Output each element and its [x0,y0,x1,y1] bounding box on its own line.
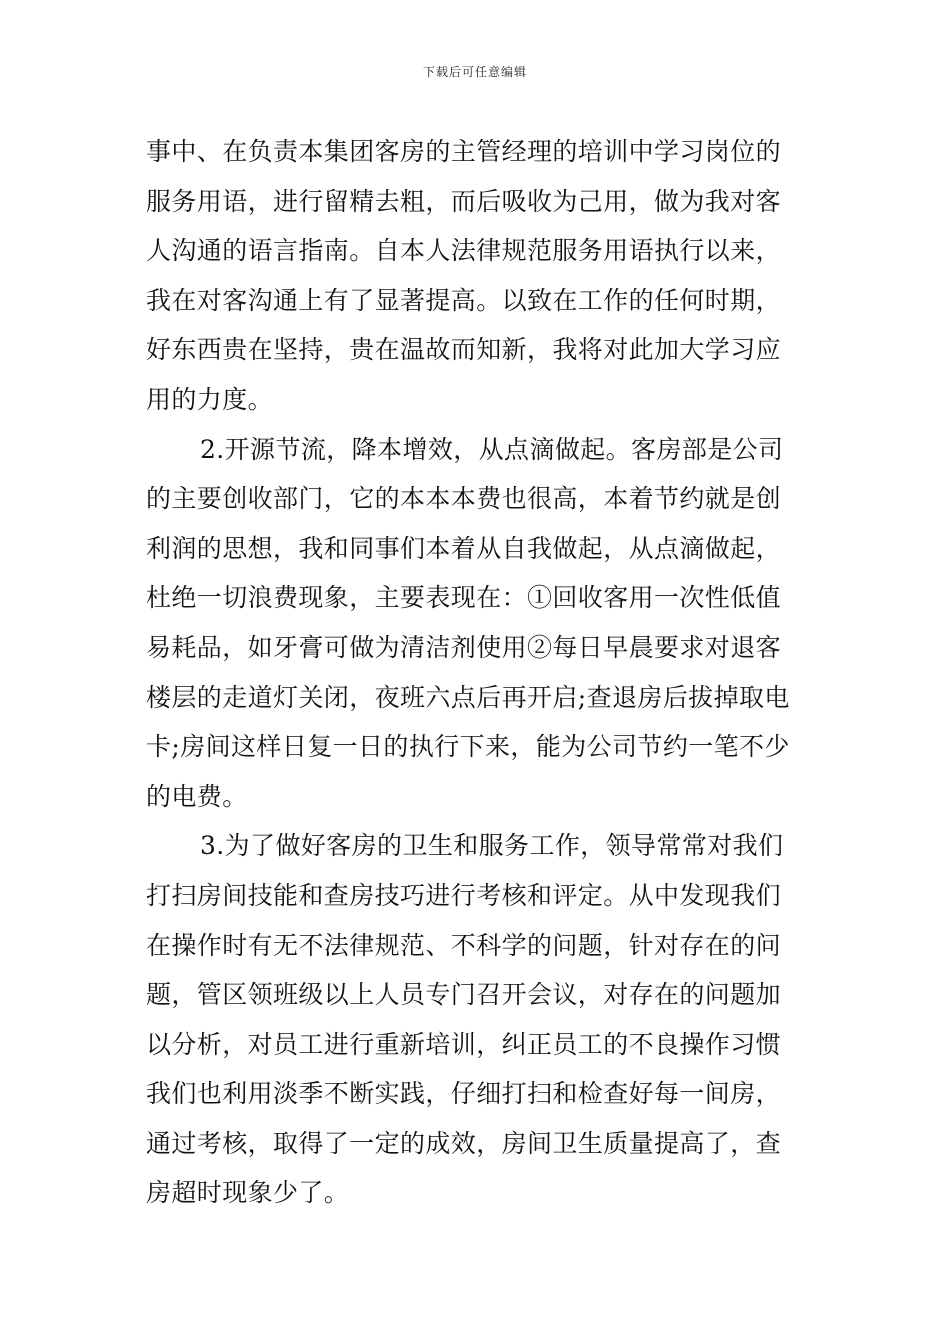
text-line: 事中、在负责本集团客房的主管经理的培训中学习岗位的 [146,137,782,166]
text-line: 在操作时有无不法律规范、不科学的问题，针对存在的问 [146,930,782,960]
text-line: 卡;房间这样日复一日的执行下来，能为公司节约一笔不少 [146,732,790,762]
text-line: 楼层的走道灯关闭，夜班六点后再开启;查退房后拔掉取电 [146,682,790,712]
paragraph-2-first-line: 2.开源节流，降本增效，从点滴做起。客房部是公司 [200,434,784,464]
text-line: 打扫房间技能和查房技巧进行考核和评定。从中发现我们 [146,880,782,910]
text-line: 我们也利用淡季不断实践，仔细打扫和检查好每一间房， [146,1079,782,1109]
text-line: 以分析，对员工进行重新培训，纠正员工的不良操作习惯 [146,1029,782,1059]
text-line: 利润的思想，我和同事们本着从自我做起，从点滴做起， [146,533,782,563]
text-line: 易耗品，如牙膏可做为清洁剂使用②每日早晨要求对退客 [146,632,782,662]
text-line: 用的力度。 [146,384,274,414]
document-body [146,127,806,1218]
text-line: 通过考核，取得了一定的成效，房间卫生质量提高了，查 [146,1128,782,1158]
text-line: 我在对客沟通上有了显著提高。以致在工作的任何时期， [146,285,782,315]
text-line: 人沟通的语言指南。自本人法律规范服务用语执行以来， [146,236,782,266]
header-note: 下载后可任意编辑 [422,65,527,79]
text-line: 杜绝一切浪费现象，主要表现在：①回收客用一次性低值 [146,583,782,613]
text-line: 房超时现象少了。 [146,1178,350,1208]
text-line: 服务用语，进行留精去粗，而后吸收为己用，做为我对客 [146,186,782,216]
text-line: 题，管区领班级以上人员专门召开会议，对存在的问题加 [146,980,782,1010]
text-line: 的主要创收部门，它的本本本费也很高，本着节约就是创 [146,484,782,514]
text-line: 的电费。 [146,781,248,811]
paragraph-3-first-line: 3.为了做好客房的卫生和服务工作，领导常常对我们 [200,831,784,861]
text-line: 好东西贵在坚持，贵在温故而知新，我将对此加大学习应 [146,335,782,365]
